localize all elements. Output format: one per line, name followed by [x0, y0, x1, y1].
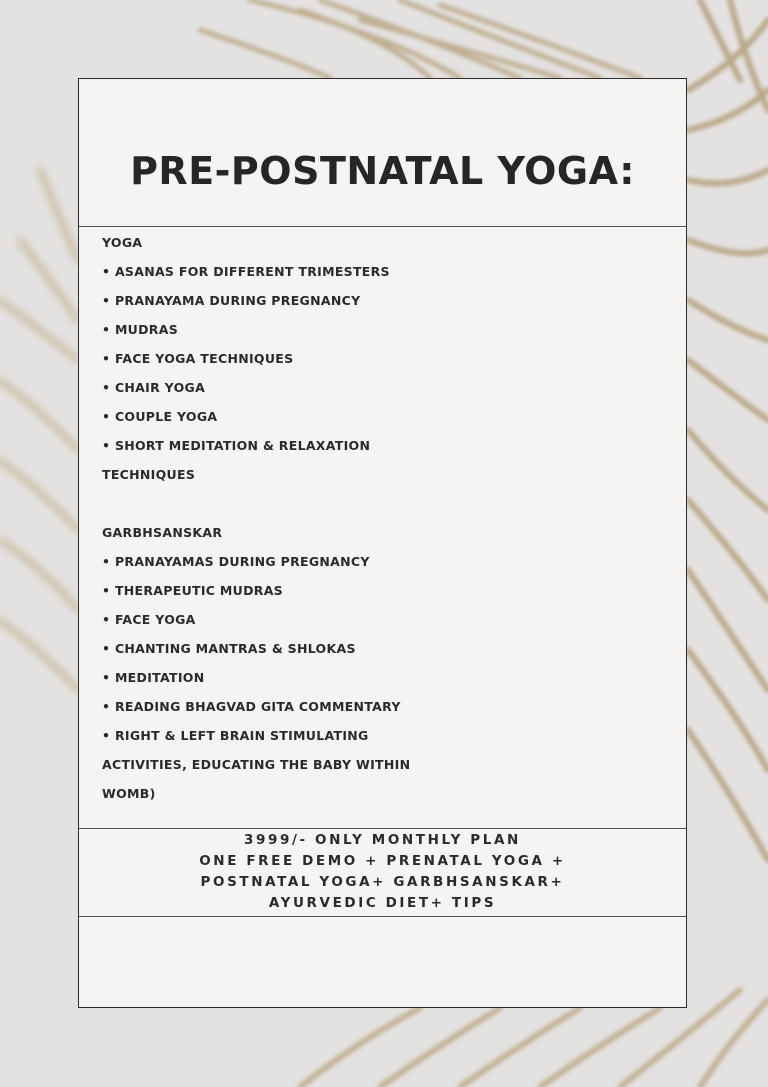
program-list [102, 228, 410, 808]
poster-card [78, 78, 687, 1008]
list-spacer [102, 489, 410, 518]
list-item: • SHORT MEDITATION & RELAXATION [102, 438, 371, 453]
list-item: • READING BHAGVAD GITA COMMENTARY [102, 699, 401, 714]
list-item: • PRANAYAMA DURING PREGNANCY [102, 293, 361, 308]
list-item: YOGA [102, 235, 143, 250]
list-item: • CHAIR YOGA [102, 380, 206, 395]
list-item: • FACE YOGA TECHNIQUES [102, 351, 294, 366]
plan-line: 3999/- ONLY MONTHLY PLAN [244, 832, 521, 848]
list-item: • RIGHT & LEFT BRAIN STIMULATING [102, 728, 369, 743]
list-item: GARBHSANSKAR [102, 525, 223, 540]
list-item: • COUPLE YOGA [102, 409, 218, 424]
list-item: • MEDITATION [102, 670, 205, 685]
list-item: TECHNIQUES [102, 467, 196, 482]
program-list-section [79, 226, 686, 829]
list-item: • THERAPEUTIC MUDRAS [102, 583, 283, 598]
plan-line: ONE FREE DEMO + PRENATAL YOGA + [199, 853, 566, 869]
plan-line: POSTNATAL YOGA+ GARBHSANSKAR+ [200, 874, 565, 890]
list-item: ACTIVITIES, EDUCATING THE BABY WITHIN [102, 757, 411, 772]
poster-title: PRE-POSTNATAL YOGA: [130, 148, 635, 193]
list-item: • PRANAYAMAS DURING PREGNANCY [102, 554, 370, 569]
title-section [79, 79, 686, 227]
pricing-section [79, 828, 686, 917]
list-item: • FACE YOGA [102, 612, 196, 627]
list-item: • CHANTING MANTRAS & SHLOKAS [102, 641, 356, 656]
list-item: • MUDRAS [102, 322, 179, 337]
plan-line: AYURVEDIC DIET+ TIPS [268, 895, 497, 911]
list-item: WOMB) [102, 786, 156, 801]
list-item: • ASANAS FOR DIFFERENT TRIMESTERS [102, 264, 390, 279]
